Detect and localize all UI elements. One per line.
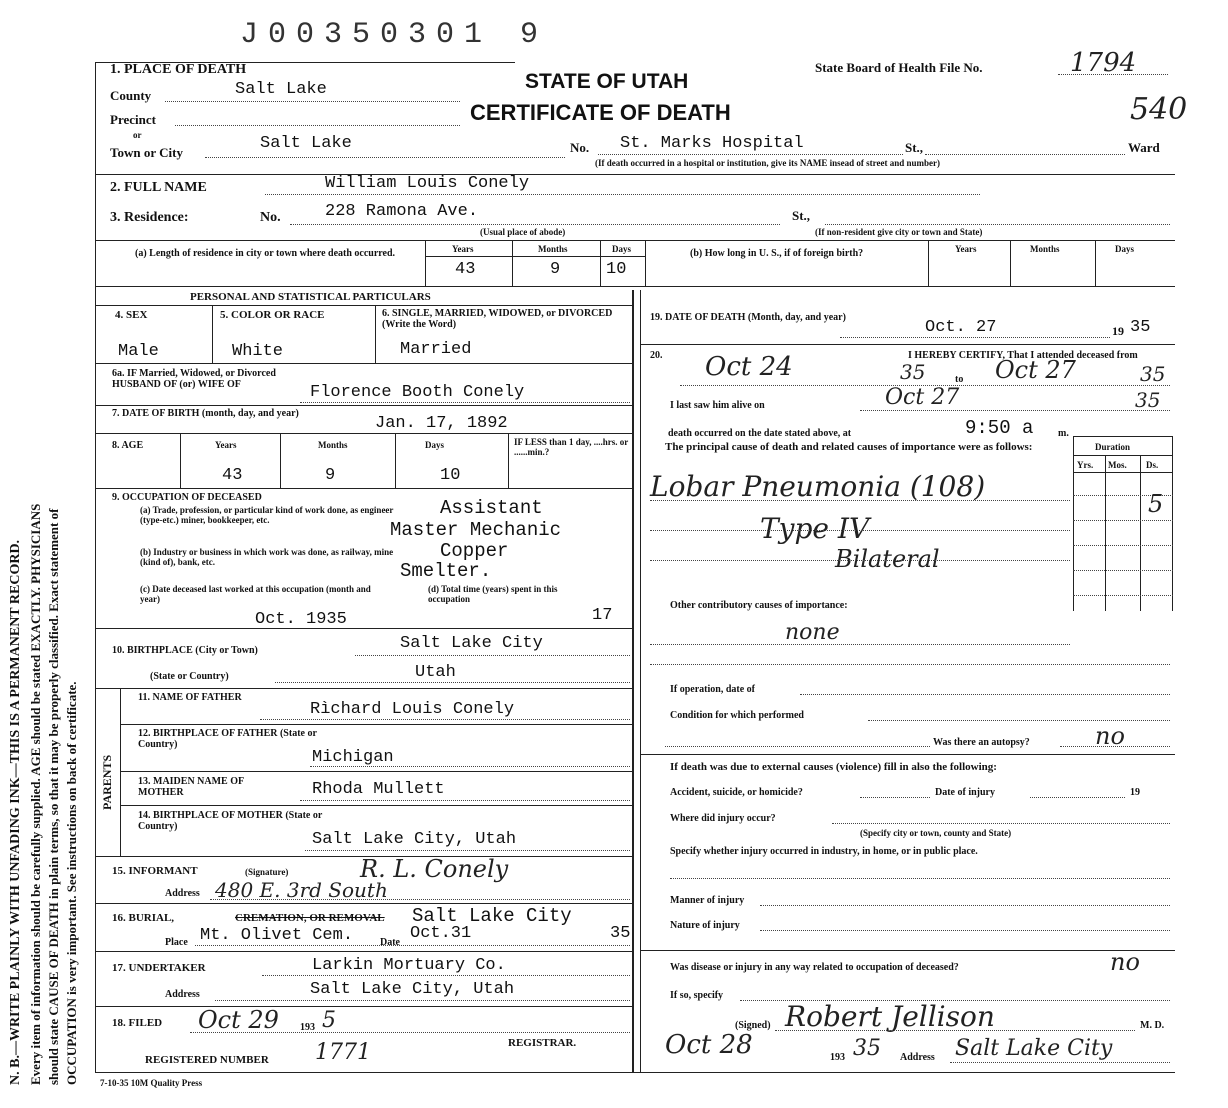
cause-2: Type IV bbox=[760, 512, 870, 545]
us-months-label: Months bbox=[1030, 244, 1060, 254]
other-causes-label: Other contributory causes of importance: bbox=[670, 600, 848, 611]
informant-signature: R. L. Conely bbox=[360, 855, 509, 883]
injury-year-prefix: 19 bbox=[1130, 787, 1140, 798]
occ-related-label: Was disease or injury in any way related to occupation of deceased? bbox=[670, 962, 959, 973]
file-no-label: State Board of Health File No. bbox=[815, 60, 983, 75]
res-months: 9 bbox=[550, 260, 561, 279]
town-value: Salt Lake bbox=[260, 134, 352, 153]
age-years: 43 bbox=[222, 466, 243, 485]
burial-date-label: Date bbox=[380, 937, 400, 948]
hospital-value: St. Marks Hospital bbox=[620, 134, 804, 153]
occupation-label: 9. OCCUPATION OF DECEASED bbox=[112, 492, 262, 503]
condition-label: Condition for which performed bbox=[670, 710, 804, 721]
title-state: STATE OF UTAH bbox=[525, 70, 689, 93]
last-saw-label: I last saw him alive on bbox=[670, 400, 765, 411]
burial-city: Salt Lake City bbox=[412, 905, 572, 927]
physician-address-label: Address bbox=[900, 1052, 935, 1063]
ward-label: Ward bbox=[1128, 140, 1160, 155]
specify-place-label: Specify whether injury occurred in industry, in home, or in public place. bbox=[670, 846, 978, 857]
file-no: 1794 bbox=[1070, 48, 1137, 78]
marital-value: Married bbox=[400, 340, 472, 359]
dod-label: 19. DATE OF DEATH (Month, day, and year) bbox=[650, 312, 846, 323]
sign-year: 35 bbox=[853, 1036, 881, 1061]
less-than-label: IF LESS than 1 day, ....hrs. or ......min.? bbox=[514, 437, 629, 457]
age-months: 9 bbox=[325, 466, 336, 485]
st-label: St., bbox=[905, 140, 924, 155]
filed-year: 5 bbox=[322, 1008, 336, 1033]
footer-print-note: 7-10-35 10M Quality Press bbox=[100, 1078, 203, 1088]
nonresident-note: (If non-resident give city or town and State) bbox=[815, 227, 983, 237]
side-note-4: OCCUPATION is very important. See instructions on back of certificate. bbox=[64, 681, 79, 1085]
certify-number-label: 20. bbox=[650, 350, 663, 361]
us-residence-label: (b) How long in U. S., if of foreign birth? bbox=[690, 248, 864, 259]
burial-place: Mt. Olivet Cem. bbox=[200, 926, 354, 945]
age-days: 10 bbox=[440, 466, 461, 485]
md-label: M. D. bbox=[1140, 1020, 1165, 1031]
dod-year-prefix: 19 bbox=[1112, 324, 1124, 338]
undertaker-label: 17. UNDERTAKER bbox=[112, 962, 206, 974]
us-days-label: Days bbox=[1115, 244, 1135, 254]
occupation-d-label: (d) Total time (years) spent in this occupation bbox=[428, 584, 558, 604]
father-name-label: 11. NAME OF FATHER bbox=[138, 692, 242, 703]
occupation-c-label: (c) Date deceased last worked at this occupation (month and year) bbox=[140, 584, 371, 604]
birthplace-city: Salt Lake City bbox=[400, 634, 543, 653]
attended-from: Oct 24 bbox=[705, 352, 793, 382]
sex-label: 4. SEX bbox=[115, 309, 148, 321]
physician-signature: Robert Jellison bbox=[785, 1000, 995, 1033]
usual-abode-note: (Usual place of abode) bbox=[480, 227, 566, 237]
occurred-label: death occurred on the date stated above, at bbox=[668, 428, 852, 439]
birthplace-label: 10. BIRTHPLACE (City or Town) bbox=[112, 645, 258, 656]
residence-no-label: No. bbox=[260, 210, 281, 225]
residence-st-label: St., bbox=[792, 208, 811, 223]
res-years: 43 bbox=[455, 260, 476, 279]
signed-label: (Signed) bbox=[735, 1020, 771, 1031]
occupation-last-worked: Oct. 1935 bbox=[255, 610, 347, 629]
injury-date-label: Date of injury bbox=[935, 787, 995, 798]
undertaker-address-label: Address bbox=[165, 989, 200, 1000]
burial-label: 16. BURIAL, bbox=[112, 912, 175, 924]
burial-year: 35 bbox=[610, 924, 631, 943]
res-days-label: Days bbox=[612, 244, 632, 254]
attended-to: Oct 27 bbox=[995, 356, 1076, 384]
age-months-label: Months bbox=[318, 440, 348, 450]
residence-label: 3. Residence: bbox=[110, 210, 189, 225]
death-time: 9:50 a bbox=[965, 417, 1034, 439]
autopsy-label: Was there an autopsy? bbox=[933, 737, 1030, 748]
county-value: Salt Lake bbox=[235, 80, 327, 99]
sex-value: Male bbox=[118, 342, 159, 361]
personal-header: PERSONAL AND STATISTICAL PARTICULARS bbox=[190, 291, 431, 303]
registered-number-label: REGISTERED NUMBER bbox=[145, 1054, 269, 1066]
spouse-value: Florence Booth Conely bbox=[310, 383, 525, 402]
specify-city-label: (Specify city or town, county and State) bbox=[860, 828, 1012, 838]
us-years-label: Years bbox=[955, 244, 977, 254]
or-label: or bbox=[133, 130, 142, 140]
res-months-label: Months bbox=[538, 244, 568, 254]
dob-label: 7. DATE OF BIRTH (month, day, and year) bbox=[112, 408, 299, 419]
top-serial-number: J00350301 9 bbox=[240, 18, 549, 52]
res-days: 10 bbox=[606, 260, 627, 279]
informant-label: 15. INFORMANT bbox=[112, 865, 198, 877]
last-saw-date: Oct 27 bbox=[885, 385, 960, 410]
external-causes-label: If death was due to external causes (violence) fill in also the following: bbox=[670, 761, 997, 773]
undertaker-name: Larkin Mortuary Co. bbox=[312, 956, 506, 975]
spouse-label: 6a. IF Married, Widowed, or Divorced HUSBAND OF (or) WIFE OF bbox=[112, 368, 276, 390]
cause-3: Bilateral bbox=[835, 545, 940, 573]
duration-yrs-label: Yrs. bbox=[1077, 460, 1094, 470]
mother-name: Rhoda Mullett bbox=[312, 780, 445, 799]
duration-mos-label: Mos. bbox=[1108, 460, 1127, 470]
birthplace-state-label: (State or Country) bbox=[150, 671, 229, 682]
parents-side-label: PARENTS bbox=[100, 754, 114, 810]
occupation-industry-1: Copper bbox=[440, 540, 509, 562]
age-years-label: Years bbox=[215, 440, 237, 450]
length-residence-label: (a) Length of residence in city or town where death occurred. bbox=[135, 248, 396, 259]
marital-label: 6. SINGLE, MARRIED, WIDOWED, or DIVORCED (Write the Word) bbox=[382, 308, 613, 330]
if-so-label: If so, specify bbox=[670, 990, 724, 1001]
side-note-3: should state CAUSE OF DEATH in plain terms, so that it may be properly classified. Exact statement of bbox=[46, 508, 61, 1085]
undertaker-address: Salt Lake City, Utah bbox=[310, 980, 515, 999]
birthplace-state: Utah bbox=[415, 663, 456, 682]
precinct-label: Precinct bbox=[110, 112, 156, 127]
father-birthplace-label: 12. BIRTHPLACE OF FATHER (State or Country) bbox=[138, 728, 317, 750]
side-note-2: Every item of information should be carefully supplied. AGE should be stated EXACTLY. PHYSICIANS bbox=[28, 503, 43, 1085]
other-causes: none bbox=[785, 620, 840, 645]
occupation-industry-2: Smelter. bbox=[400, 560, 492, 582]
county-label: County bbox=[110, 88, 152, 103]
to-label: to bbox=[955, 374, 964, 385]
informant-sig-label: (Signature) bbox=[245, 867, 289, 877]
last-saw-year: 35 bbox=[1135, 388, 1161, 412]
sign-date: Oct 28 bbox=[665, 1030, 753, 1060]
occupation-trade-1: Assistant bbox=[440, 497, 543, 519]
duration-ds-label: Ds. bbox=[1146, 460, 1159, 470]
accident-label: Accident, suicide, or homicide? bbox=[670, 787, 803, 798]
town-label: Town or City bbox=[110, 145, 183, 160]
color-value: White bbox=[232, 342, 284, 361]
where-injury-label: Where did injury occur? bbox=[670, 813, 776, 824]
duration-days: 5 bbox=[1148, 490, 1164, 518]
informant-address-label: Address bbox=[165, 888, 200, 899]
father-name: Rìchard Louis Conely bbox=[310, 700, 515, 719]
physician-address: Salt Lake City bbox=[955, 1036, 1113, 1061]
duration-label: Duration bbox=[1095, 442, 1131, 452]
res-years-label: Years bbox=[452, 244, 474, 254]
age-days-label: Days bbox=[425, 440, 445, 450]
attended-to-year: 35 bbox=[1140, 362, 1166, 386]
operation-label: If operation, date of bbox=[670, 684, 755, 695]
mother-birthplace: Salt Lake City, Utah bbox=[312, 830, 517, 849]
margin-number: 540 bbox=[1130, 92, 1188, 127]
burial-date: Oct.31 bbox=[410, 924, 472, 943]
side-note-1: N. B.—WRITE PLAINLY WITH UNFADING INK—THIS IS A PERMANENT RECORD. bbox=[8, 539, 23, 1085]
filed-year-prefix: 193 bbox=[300, 1022, 315, 1033]
sign-year-prefix: 193 bbox=[830, 1052, 845, 1063]
attended-from-year: 35 bbox=[900, 360, 926, 384]
father-birthplace: Michigan bbox=[312, 748, 394, 767]
age-label: 8. AGE bbox=[112, 440, 144, 451]
residence-value: 228 Ramona Ave. bbox=[325, 202, 479, 221]
color-label: 5. COLOR OR RACE bbox=[220, 309, 325, 321]
registered-number: 1771 bbox=[315, 1040, 371, 1065]
dod-value: Oct. 27 bbox=[925, 318, 997, 337]
filed-label: 18. FILED bbox=[112, 1017, 163, 1029]
place-of-death-label: 1. PLACE OF DEATH bbox=[110, 62, 247, 77]
mother-name-label: 13. MAIDEN NAME OF MOTHER bbox=[138, 776, 244, 798]
burial-place-label: Place bbox=[165, 937, 188, 948]
full-name-value: William Louis Conely bbox=[325, 174, 530, 193]
occupation-a-label: (a) Trade, profession, or particular kind of work done, as engineer (type-etc.) miner, bookkeeper, etc. bbox=[140, 505, 394, 525]
occupation-total-time: 17 bbox=[592, 606, 613, 625]
occupation-b-label: (b) Industry or business in which work was done, as railway, mine (kind of), bank, etc. bbox=[140, 547, 394, 567]
cause-1: Lobar Pneumonia (108) bbox=[650, 470, 986, 503]
nature-label: Nature of injury bbox=[670, 920, 740, 931]
manner-label: Manner of injury bbox=[670, 895, 745, 906]
hospital-note: (If death occurred in a hospital or institution, give its NAME insead of street and number) bbox=[595, 158, 941, 168]
filed-date: Oct 29 bbox=[198, 1006, 279, 1034]
title-certificate: CERTIFICATE OF DEATH bbox=[470, 100, 731, 125]
occ-related-value: no bbox=[1110, 948, 1140, 976]
occupation-trade-2: Master Mechanic bbox=[390, 519, 562, 541]
full-name-label: 2. FULL NAME bbox=[110, 180, 207, 195]
burial-struck-label: CREMATION, OR REMOVAL bbox=[235, 912, 385, 924]
hospital-no-label: No. bbox=[570, 140, 590, 155]
m-label: m. bbox=[1058, 428, 1069, 439]
registrar-label: REGISTRAR. bbox=[508, 1037, 577, 1049]
informant-address: 480 E. 3rd South bbox=[215, 878, 388, 902]
mother-birthplace-label: 14. BIRTHPLACE OF MOTHER (State or Country) bbox=[138, 810, 323, 832]
certify-label: I HEREBY CERTIFY, That I attended deceased from bbox=[908, 350, 1138, 361]
principal-cause-label: The principal cause of death and related causes of importance were as follows: bbox=[665, 441, 1033, 453]
dod-year: 35 bbox=[1130, 318, 1151, 337]
autopsy-value: no bbox=[1095, 722, 1125, 750]
dob-value: Jan. 17, 1892 bbox=[375, 414, 508, 433]
